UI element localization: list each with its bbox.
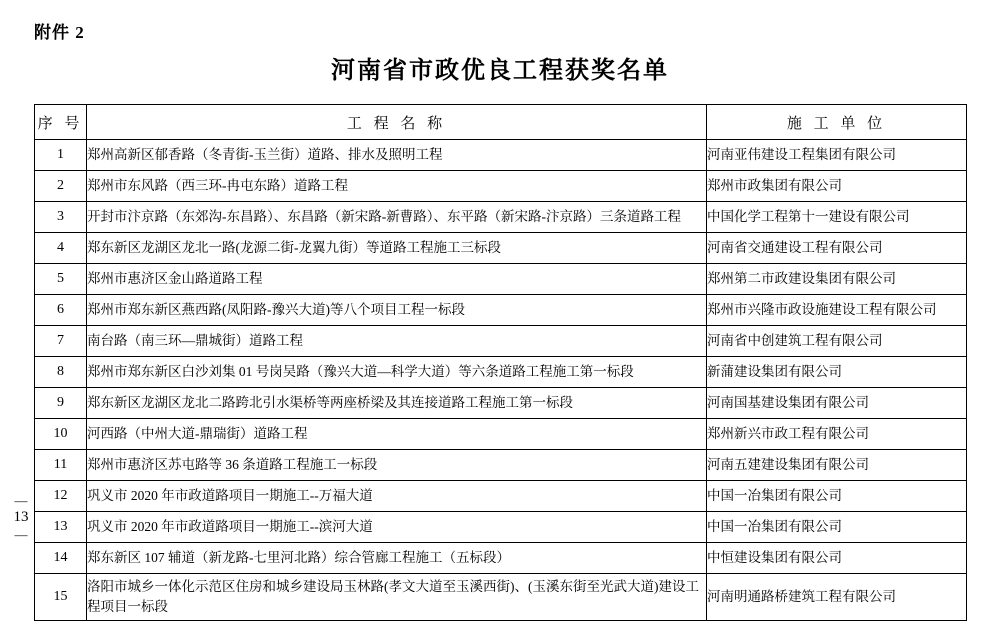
cell-no: 3 [35, 202, 87, 233]
page-number-dash-bottom: — [14, 527, 28, 542]
cell-project-name: 郑东新区龙湖区龙北二路跨北引水渠桥等两座桥梁及其连接道路工程施工第一标段 [87, 388, 707, 419]
column-header-name: 工 程 名 称 [87, 105, 707, 140]
page-number-dash-top: — [14, 493, 28, 508]
cell-no: 10 [35, 419, 87, 450]
cell-project-name: 巩义市 2020 年市政道路项目一期施工--万福大道 [87, 481, 707, 512]
cell-construction-unit: 河南五建建设集团有限公司 [707, 450, 967, 481]
cell-no: 1 [35, 140, 87, 171]
cell-construction-unit: 新蒲建设集团有限公司 [707, 357, 967, 388]
table-row [35, 450, 967, 481]
cell-project-name: 洛阳市城乡一体化示范区住房和城乡建设局玉林路(孝文大道至玉溪西街)、(玉溪东街至光武大道)建设工程项目一标段 [87, 574, 707, 621]
cell-project-name: 郑州高新区郁香路（冬青街-玉兰街）道路、排水及照明工程 [87, 140, 707, 171]
cell-no: 8 [35, 357, 87, 388]
table-row [35, 233, 967, 264]
page-title: 河南省市政优良工程获奖名单 [331, 58, 669, 84]
cell-project-name: 郑州市郑东新区燕西路(凤阳路-豫兴大道)等八个项目工程一标段 [87, 295, 707, 326]
table-row [35, 295, 967, 326]
cell-construction-unit: 郑州市兴隆市政设施建设工程有限公司 [707, 295, 967, 326]
cell-no: 11 [35, 450, 87, 481]
table-row [35, 388, 967, 419]
attachment-label: 附件 2 [34, 23, 85, 42]
cell-construction-unit: 河南明通路桥建筑工程有限公司 [707, 574, 967, 621]
cell-no: 7 [35, 326, 87, 357]
cell-construction-unit: 河南省交通建设工程有限公司 [707, 233, 967, 264]
cell-no: 15 [35, 574, 87, 621]
table-row [35, 171, 967, 202]
cell-construction-unit: 河南省中创建筑工程有限公司 [707, 326, 967, 357]
table-row [35, 326, 967, 357]
cell-construction-unit: 河南国基建设集团有限公司 [707, 388, 967, 419]
cell-construction-unit: 郑州第二市政建设集团有限公司 [707, 264, 967, 295]
cell-project-name: 郑州市东风路（西三环-冉屯东路）道路工程 [87, 171, 707, 202]
cell-construction-unit: 郑州新兴市政工程有限公司 [707, 419, 967, 450]
cell-construction-unit: 中国化学工程第十一建设有限公司 [707, 202, 967, 233]
cell-no: 5 [35, 264, 87, 295]
cell-project-name: 郑州市郑东新区白沙刘集 01 号岗吴路（豫兴大道—科学大道）等六条道路工程施工第一标段 [87, 357, 707, 388]
cell-construction-unit: 郑州市政集团有限公司 [707, 171, 967, 202]
cell-construction-unit: 河南亚伟建设工程集团有限公司 [707, 140, 967, 171]
cell-construction-unit: 中国一冶集团有限公司 [707, 512, 967, 543]
cell-no: 2 [35, 171, 87, 202]
table-row [35, 481, 967, 512]
cell-no: 14 [35, 543, 87, 574]
cell-project-name: 郑州市惠济区金山路道路工程 [87, 264, 707, 295]
table-row [35, 574, 967, 621]
cell-construction-unit: 中国一冶集团有限公司 [707, 481, 967, 512]
column-header-no: 序 号 [35, 105, 87, 140]
page-number-value: 13 [13, 509, 29, 525]
side-page-number [8, 492, 34, 543]
cell-project-name: 郑州市惠济区苏屯路等 36 条道路工程施工一标段 [87, 450, 707, 481]
award-list-table [34, 104, 967, 621]
cell-project-name: 开封市汴京路（东郊沟-东昌路）、东昌路（新宋路-新曹路）、东平路（新宋路-汴京路）三条道路工程 [87, 202, 707, 233]
cell-construction-unit: 中恒建设集团有限公司 [707, 543, 967, 574]
table-header-row [35, 105, 967, 140]
cell-project-name: 南台路（南三环—鼎城街）道路工程 [87, 326, 707, 357]
cell-no: 4 [35, 233, 87, 264]
cell-no: 9 [35, 388, 87, 419]
cell-no: 13 [35, 512, 87, 543]
table-row [35, 419, 967, 450]
cell-no: 12 [35, 481, 87, 512]
cell-project-name: 郑东新区龙湖区龙北一路(龙源二街-龙翼九街）等道路工程施工三标段 [87, 233, 707, 264]
table-row [35, 140, 967, 171]
column-header-unit: 施 工 单 位 [707, 105, 967, 140]
table-row [35, 357, 967, 388]
cell-project-name: 郑东新区 107 辅道（新龙路-七里河北路）综合管廊工程施工（五标段） [87, 543, 707, 574]
table-row [35, 512, 967, 543]
table-row [35, 543, 967, 574]
cell-project-name: 巩义市 2020 年市政道路项目一期施工--滨河大道 [87, 512, 707, 543]
cell-project-name: 河西路（中州大道-鼎瑞街）道路工程 [87, 419, 707, 450]
table-row [35, 202, 967, 233]
table-row [35, 264, 967, 295]
cell-no: 6 [35, 295, 87, 326]
